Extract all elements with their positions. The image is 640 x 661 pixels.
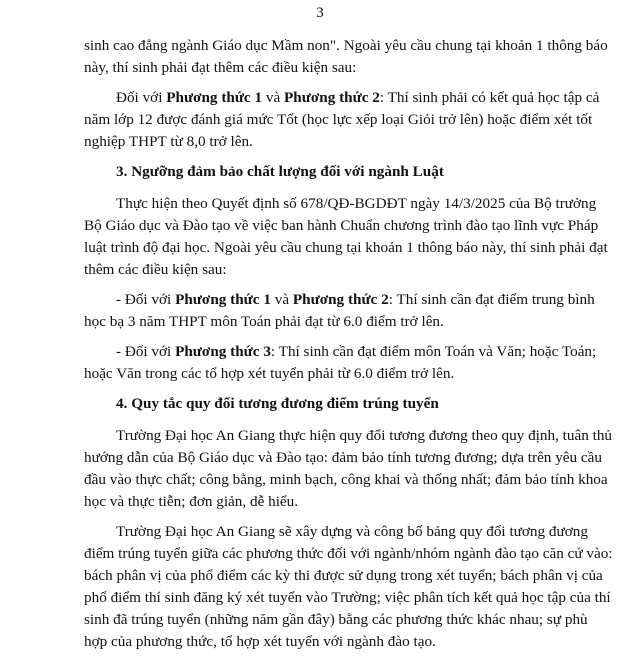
text-line <box>84 289 595 311</box>
text-line: thêm các điều kiện sau: <box>84 261 227 278</box>
method-1-label: Phương thức 1 <box>175 291 271 308</box>
prefix-text: - Đối với <box>116 291 176 308</box>
section-4-paragraph-1 <box>84 425 613 513</box>
section-3-bullet-1 <box>84 289 595 333</box>
method-2-label: Phương thức 2 <box>284 89 380 106</box>
text-line: Trường Đại học An Giang sẽ xây dựng và công bố bảng quy đổi tương đương <box>116 523 588 540</box>
text-line <box>84 87 600 109</box>
text-line: sinh cao đẳng ngành Giáo dục Mầm non". Ngoài yêu cầu chung tại khoản 1 thông báo <box>84 37 608 54</box>
text-line: điểm trúng tuyển giữa các phương thức đối với ngành/nhóm ngành đào tạo căn cứ vào: <box>84 545 613 562</box>
page-number: 3 <box>316 5 324 21</box>
condition-text: : Thí sinh cần đạt điểm môn Toán và Văn; hoặc Toán; <box>270 343 597 360</box>
text-line: hợp của phương thức, tổ hợp xét tuyển với ngành đào tạo. <box>84 633 436 650</box>
text-line <box>84 341 597 363</box>
document-body <box>84 35 613 661</box>
section-3-intro-paragraph <box>84 193 608 281</box>
text-line: nghiệp THPT từ 8,0 trở lên. <box>84 133 253 150</box>
method-3-label: Phương thức 3 <box>175 343 271 360</box>
prefix-text: - Đối với <box>116 343 176 360</box>
condition-text: : Thí sinh phải có kết quả học tập cả <box>379 89 600 106</box>
conjunction-text: và <box>270 291 293 308</box>
text-line: Bộ Giáo dục và Đào tạo về việc ban hành Chuẩn chương trình đào tạo lĩnh vực Pháp <box>84 217 599 234</box>
section-3-bullet-2 <box>84 341 597 385</box>
method-1-label: Phương thức 1 <box>166 89 263 106</box>
continuation-paragraph <box>84 35 608 79</box>
text-line: luật trình độ đại học. Ngoài yêu cầu chung tại khoản 1 thông báo này, thí sinh phải đạt <box>84 239 608 256</box>
section-4-paragraph-2 <box>84 521 613 653</box>
section-3-heading: 3. Ngưỡng đảm bảo chất lượng đối với ngành Luật <box>116 163 444 180</box>
prefix-text: Đối với <box>116 89 167 106</box>
condition-text: : Thí sinh cần đạt điểm trung bình <box>388 291 595 308</box>
text-line: năm lớp 12 được đánh giá mức Tốt (học lực xếp loại Giỏi trở lên) hoặc điểm xét tốt <box>84 111 593 128</box>
text-line: hoặc Văn trong các tổ hợp xét tuyển phải từ 6.0 điểm trở lên. <box>84 365 455 382</box>
text-line: đầu vào thực chất; công bằng, minh bạch, công khai và thống nhất; đảm bảo tính khoa <box>84 471 608 488</box>
conjunction-text: và <box>262 89 285 106</box>
method-2-label: Phương thức 2 <box>292 291 389 308</box>
section-4-heading: 4. Quy tắc quy đổi tương đương điểm trúng tuyển <box>116 395 439 412</box>
mam-non-condition-paragraph <box>84 87 600 153</box>
text-line: học bạ 3 năm THPT môn Toán phải đạt từ 6.0 điểm trở lên. <box>84 313 444 330</box>
text-line: hướng dẫn của Bộ Giáo dục và Đào tạo: đảm bảo tính tương đương; dựa trên yêu cầu <box>84 449 602 466</box>
text-line: Trường Đại học An Giang thực hiện quy đổi tương đương theo quy định, tuân thủ <box>116 427 613 444</box>
text-line: phổ điểm thí sinh đăng ký xét tuyển vào Trường; việc phân tích kết quả học tập của thí <box>84 589 611 606</box>
text-line: sinh đã trúng tuyển (những năm gần đây) bằng các phương thức khác nhau; sự phù <box>84 611 588 628</box>
text-line: bách phân vị của phổ điểm các kỳ thi được sử dụng trong xét tuyển; bách phân vị của <box>84 567 603 584</box>
text-line: này, thí sinh phải đạt thêm các điều kiện sau: <box>84 59 357 76</box>
text-line: học và thực tiễn; đơn giản, dễ hiểu. <box>84 493 299 510</box>
text-line: Thực hiện theo Quyết định số 678/QĐ-BGDĐT ngày 14/3/2025 của Bộ trưởng <box>116 195 597 212</box>
